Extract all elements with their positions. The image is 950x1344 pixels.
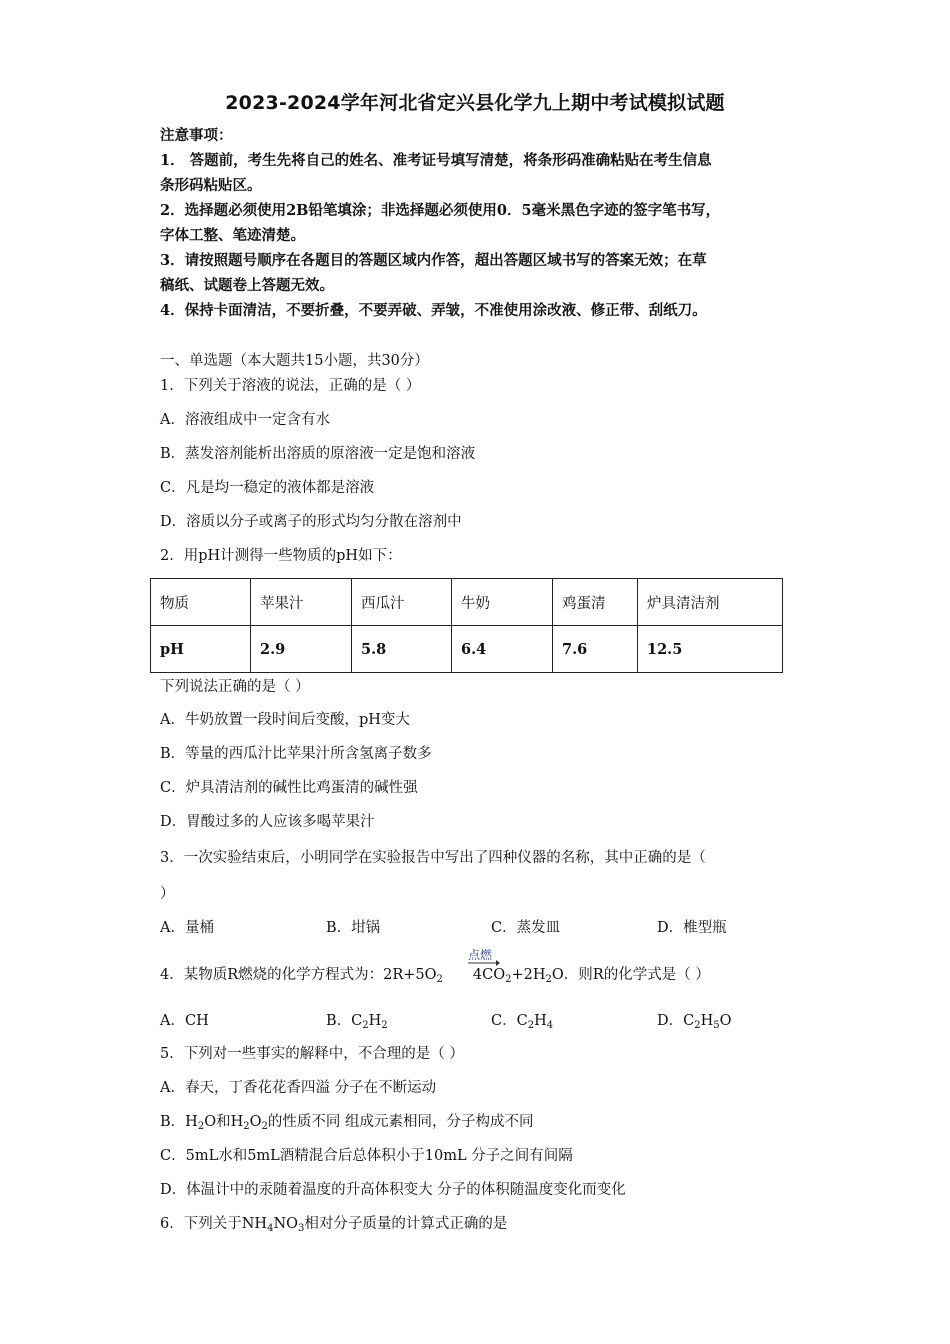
subscript: 3 <box>298 1223 305 1234</box>
notice-line: 稿纸、试题卷上答题无效。 <box>160 277 334 294</box>
option-text: H <box>700 1013 714 1029</box>
arrow-icon <box>468 957 500 977</box>
q4-option-d <box>657 1011 732 1036</box>
subscript: 2 <box>436 974 443 985</box>
subscript: 2 <box>527 1020 535 1031</box>
q3-option-a: A．量桶 <box>160 920 214 936</box>
subscript: 2 <box>505 974 512 985</box>
q4-option-c <box>491 1011 553 1036</box>
q1-option-d: D．溶质以分子或离子的形式均匀分散在溶剂中 <box>160 514 462 530</box>
q2-option-b: B．等量的西瓜汁比苹果汁所含氢离子数多 <box>160 746 432 762</box>
stem-text: NO <box>273 1216 299 1232</box>
section-heading: 一、单选题（本大题共15小题，共30分） <box>160 353 429 369</box>
table-cell: 西瓜汁 <box>352 579 452 626</box>
option-text: O <box>249 1114 262 1130</box>
option-text: 的性质不同 组成元素相同，分子构成不同 <box>267 1114 534 1130</box>
table-cell: pH <box>151 626 251 673</box>
table-cell: 5.8 <box>352 626 452 673</box>
q3-stem-cont: ） <box>160 886 175 902</box>
table-cell: 7.6 <box>553 626 638 673</box>
table-cell: 12.5 <box>638 626 783 673</box>
option-text: B．C <box>326 1013 363 1029</box>
subscript: 2 <box>261 1121 268 1132</box>
option-text: H <box>368 1013 382 1029</box>
table-cell: 6.4 <box>452 626 553 673</box>
q4-stem-part: +2H <box>511 967 546 983</box>
q3-option-b: B．坩锅 <box>326 920 381 936</box>
q4-option-b <box>326 1011 388 1036</box>
q5-option-b <box>160 1112 533 1137</box>
q2-stem: 2．用pH计测得一些物质的pH如下： <box>160 548 402 564</box>
q1-stem: 1．下列关于溶液的说法，正确的是（ ） <box>160 378 421 394</box>
q1-option-a: A．溶液组成中一定含有水 <box>160 412 330 428</box>
notice-line: 2．选择题必须使用2B铅笔填涂；非选择题必须使用0．5毫米黑色字迹的签字笔书写， <box>160 202 721 219</box>
q2-option-c: C．炉具清洁剂的碱性比鸡蛋清的碱性强 <box>160 780 418 796</box>
q5-stem: 5．下列对一些事实的解释中，不合理的是（ ） <box>160 1046 464 1062</box>
q3-stem: 3．一次实验结束后，小明同学在实验报告中写出了四种仪器的名称，其中正确的是（ <box>160 850 706 866</box>
option-text: O和H <box>204 1114 244 1130</box>
q2-option-a: A．牛奶放置一段时间后变酸，pH变大 <box>160 712 410 728</box>
q4-option-a <box>160 1011 209 1031</box>
table-cell: 炉具清洁剂 <box>638 579 783 626</box>
q4-stem-part: O．则R的化学式是（ ） <box>551 967 710 983</box>
option-text: A．CH <box>160 1013 209 1029</box>
reaction-arrow <box>468 949 498 969</box>
notice-line: 3．请按照题号顺序在各题目的答题区域内作答，超出答题区域书写的答案无效；在草 <box>160 252 707 269</box>
q3-option-d: D．椎型瓶 <box>657 920 727 936</box>
option-text: D．C <box>657 1013 695 1029</box>
subscript: 2 <box>362 1020 369 1031</box>
reaction-condition: 点燃 <box>468 948 493 962</box>
subscript: 2 <box>243 1121 250 1132</box>
q1-option-c: C．凡是均一稳定的液体都是溶液 <box>160 480 375 496</box>
notice-line: 字体工整、笔迹清楚。 <box>160 227 305 244</box>
table-cell: 2.9 <box>251 626 352 673</box>
subscript: 5 <box>713 1020 720 1031</box>
table-cell: 苹果汁 <box>251 579 352 626</box>
q4-stem-part: 4CO <box>472 967 506 983</box>
notice-line: 1． 答题前，考生先将自己的姓名、准考证号填写清楚，将条形码准确粘贴在考生信息 <box>160 152 712 169</box>
subscript: 2 <box>197 1121 205 1132</box>
subscript: 2 <box>545 974 552 985</box>
option-text: B．H <box>160 1114 198 1130</box>
ph-table <box>150 578 783 673</box>
subscript: 4 <box>267 1223 274 1234</box>
q2-option-d: D．胃酸过多的人应该多喝苹果汁 <box>160 814 375 830</box>
subscript: 2 <box>694 1020 701 1031</box>
notice-line: 条形码粘贴区。 <box>160 177 262 194</box>
table-cell: 鸡蛋清 <box>553 579 638 626</box>
stem-text: 相对分子质量的计算式正确的是 <box>304 1216 508 1232</box>
q5-option-d: D．体温计中的汞随着温度的升高体积变大 分子的体积随温度变化而变化 <box>160 1182 626 1198</box>
option-text: C．C <box>491 1013 528 1029</box>
table-row <box>151 579 783 626</box>
table-row <box>151 626 783 673</box>
q4-stem <box>160 965 710 990</box>
subscript: 2 <box>381 1020 388 1031</box>
q5-option-c: C．5mL水和5mL酒精混合后总体积小于10mL 分子之间有间隔 <box>160 1148 573 1164</box>
table-cell: 物质 <box>151 579 251 626</box>
table-cell: 牛奶 <box>452 579 553 626</box>
q6-stem <box>160 1214 507 1239</box>
option-text: O <box>719 1013 732 1029</box>
q4-stem-part: 4．某物质R燃烧的化学方程式为：2R+5O <box>160 967 437 983</box>
notice-heading: 注意事项： <box>160 127 233 144</box>
page-title: 2023-2024学年河北省定兴县化学九上期中考试模拟试题 <box>225 92 725 114</box>
q2-prompt: 下列说法正确的是（ ） <box>160 679 310 695</box>
stem-text: 6．下列关于NH <box>160 1216 268 1232</box>
option-text: H <box>534 1013 547 1029</box>
subscript: 4 <box>546 1020 554 1031</box>
notice-line: 4．保持卡面清洁，不要折叠，不要弄破、弄皱，不准使用涂改液、修正带、刮纸刀。 <box>160 302 707 319</box>
q5-option-a: A．春天，丁香花花香四溢 分子在不断运动 <box>160 1080 437 1096</box>
q3-option-c: C．蒸发皿 <box>491 920 561 936</box>
q1-option-b: B．蒸发溶剂能析出溶质的原溶液一定是饱和溶液 <box>160 446 476 462</box>
